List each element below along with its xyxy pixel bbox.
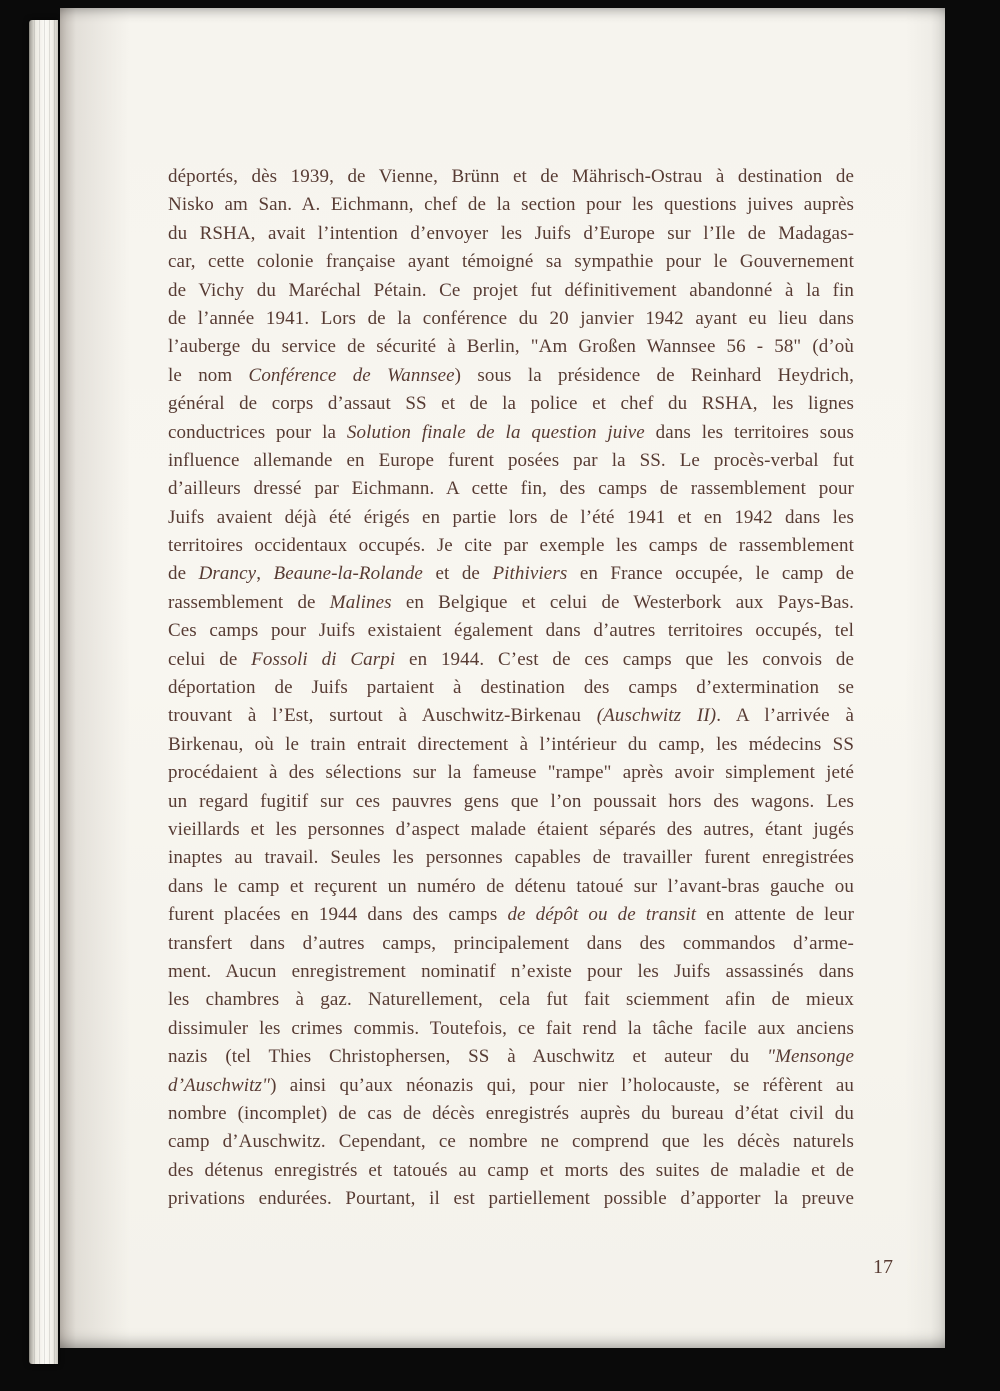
text-line: camp d’Auschwitz. Cependant, ce nombre ne comprend que les décès naturels — [168, 1131, 854, 1153]
text-line: de l’année 1941. Lors de la conférence du 20 janvier 1942 ayant eu lieu dans — [168, 307, 854, 329]
text-line: déportation de Juifs partaient à destination des camps d’extermination se — [168, 677, 854, 699]
text-line: de Drancy, Beaune-la-Rolande et de Pithiviers en France occupée, le camp de — [168, 563, 854, 585]
text-line: vieillards et les personnes d’aspect malade étaient séparés des autres, étant jugés — [168, 818, 854, 840]
text-line: transfert dans d’autres camps, principalement dans des commandos d’arme- — [168, 932, 854, 954]
text-line: conductrices pour la Solution finale de la question juive dans les territoires sous — [168, 421, 854, 443]
text-line: général de corps d’assaut SS et de la police et chef du RSHA, les lignes — [168, 393, 854, 415]
text-line: nazis (tel Thies Christophersen, SS à Auschwitz et auteur du "Mensonge — [168, 1046, 854, 1068]
text-line: le nom Conférence de Wannsee) sous la présidence de Reinhard Heydrich, — [168, 364, 854, 386]
text-line: rassemblement de Malines en Belgique et celui de Westerbork aux Pays-Bas. — [168, 591, 854, 613]
text-line: déportés, dès 1939, de Vienne, Brünn et de Mährisch-Ostrau à destination de — [168, 166, 854, 187]
text-line: procédaient à des sélections sur la fameuse "rampe" après avoir simplement jeté — [168, 762, 854, 784]
text-line: dans le camp et reçurent un numéro de détenu tatoué sur l’avant-bras gauche ou — [168, 875, 854, 897]
text-line: Birkenau, où le train entrait directement à l’intérieur du camp, les médecins SS — [168, 733, 854, 755]
text-line: Nisko am San. A. Eichmann, chef de la section pour les questions juives auprès — [168, 194, 854, 216]
text-line: territoires occidentaux occupés. Je cite par exemple les camps de rassemblement — [168, 535, 854, 557]
page-number: 17 — [873, 1256, 893, 1278]
text-line: des détenus enregistrés et tatoués au camp et morts des suites de maladie et de — [168, 1159, 854, 1181]
page-text — [168, 163, 854, 1213]
scanned-page — [60, 8, 945, 1348]
text-line: nombre (incomplet) de cas de décès enregistrés auprès du bureau d’état civil du — [168, 1102, 854, 1124]
text-line: Ces camps pour Juifs existaient également dans d’autres territoires occupés, tel — [168, 620, 854, 642]
text-line: un regard fugitif sur ces pauvres gens que l’on poussait hors des wagons. Les — [168, 790, 854, 812]
text-line: de Vichy du Maréchal Pétain. Ce projet fut définitivement abandonné à la fin — [168, 279, 854, 301]
text-line: trouvant à l’Est, surtout à Auschwitz-Birkenau (Auschwitz II). A l’arrivée à — [168, 705, 854, 727]
text-line: l’auberge du service de sécurité à Berlin, "Am Großen Wannsee 56 - 58" (d’où — [168, 336, 854, 358]
text-line: d’Auschwitz") ainsi qu’aux néonazis qui, pour nier l’holocauste, se réfèrent au — [168, 1074, 854, 1096]
book-page-edges — [29, 20, 58, 1364]
text-line: inaptes au travail. Seules les personnes capables de travailler furent enregistrées — [168, 847, 854, 869]
text-line: dissimuler les crimes commis. Toutefois, ce fait rend la tâche facile aux anciens — [168, 1017, 854, 1039]
text-line: furent placées en 1944 dans des camps de dépôt ou de transit en attente de leur — [168, 904, 854, 926]
text-line: ment. Aucun enregistrement nominatif n’existe pour les Juifs assassinés dans — [168, 960, 854, 982]
text-line: Juifs avaient déjà été érigés en partie lors de l’été 1941 et en 1942 dans les — [168, 506, 854, 528]
text-line: car, cette colonie française ayant témoigné sa sympathie pour le Gouvernement — [168, 251, 854, 273]
text-line: privations endurées. Pourtant, il est partiellement possible d’apporter la preuve — [168, 1188, 854, 1210]
text-line: les chambres à gaz. Naturellement, cela fut fait sciemment afin de mieux — [168, 989, 854, 1011]
text-line: influence allemande en Europe furent posées par la SS. Le procès-verbal fut — [168, 449, 854, 471]
text-line: du RSHA, avait l’intention d’envoyer les Juifs d’Europe sur l’Ile de Madagas- — [168, 222, 854, 244]
text-line: celui de Fossoli di Carpi en 1944. C’est de ces camps que les convois de — [168, 648, 854, 670]
text-line: d’ailleurs dressé par Eichmann. A cette fin, des camps de rassemblement pour — [168, 478, 854, 500]
